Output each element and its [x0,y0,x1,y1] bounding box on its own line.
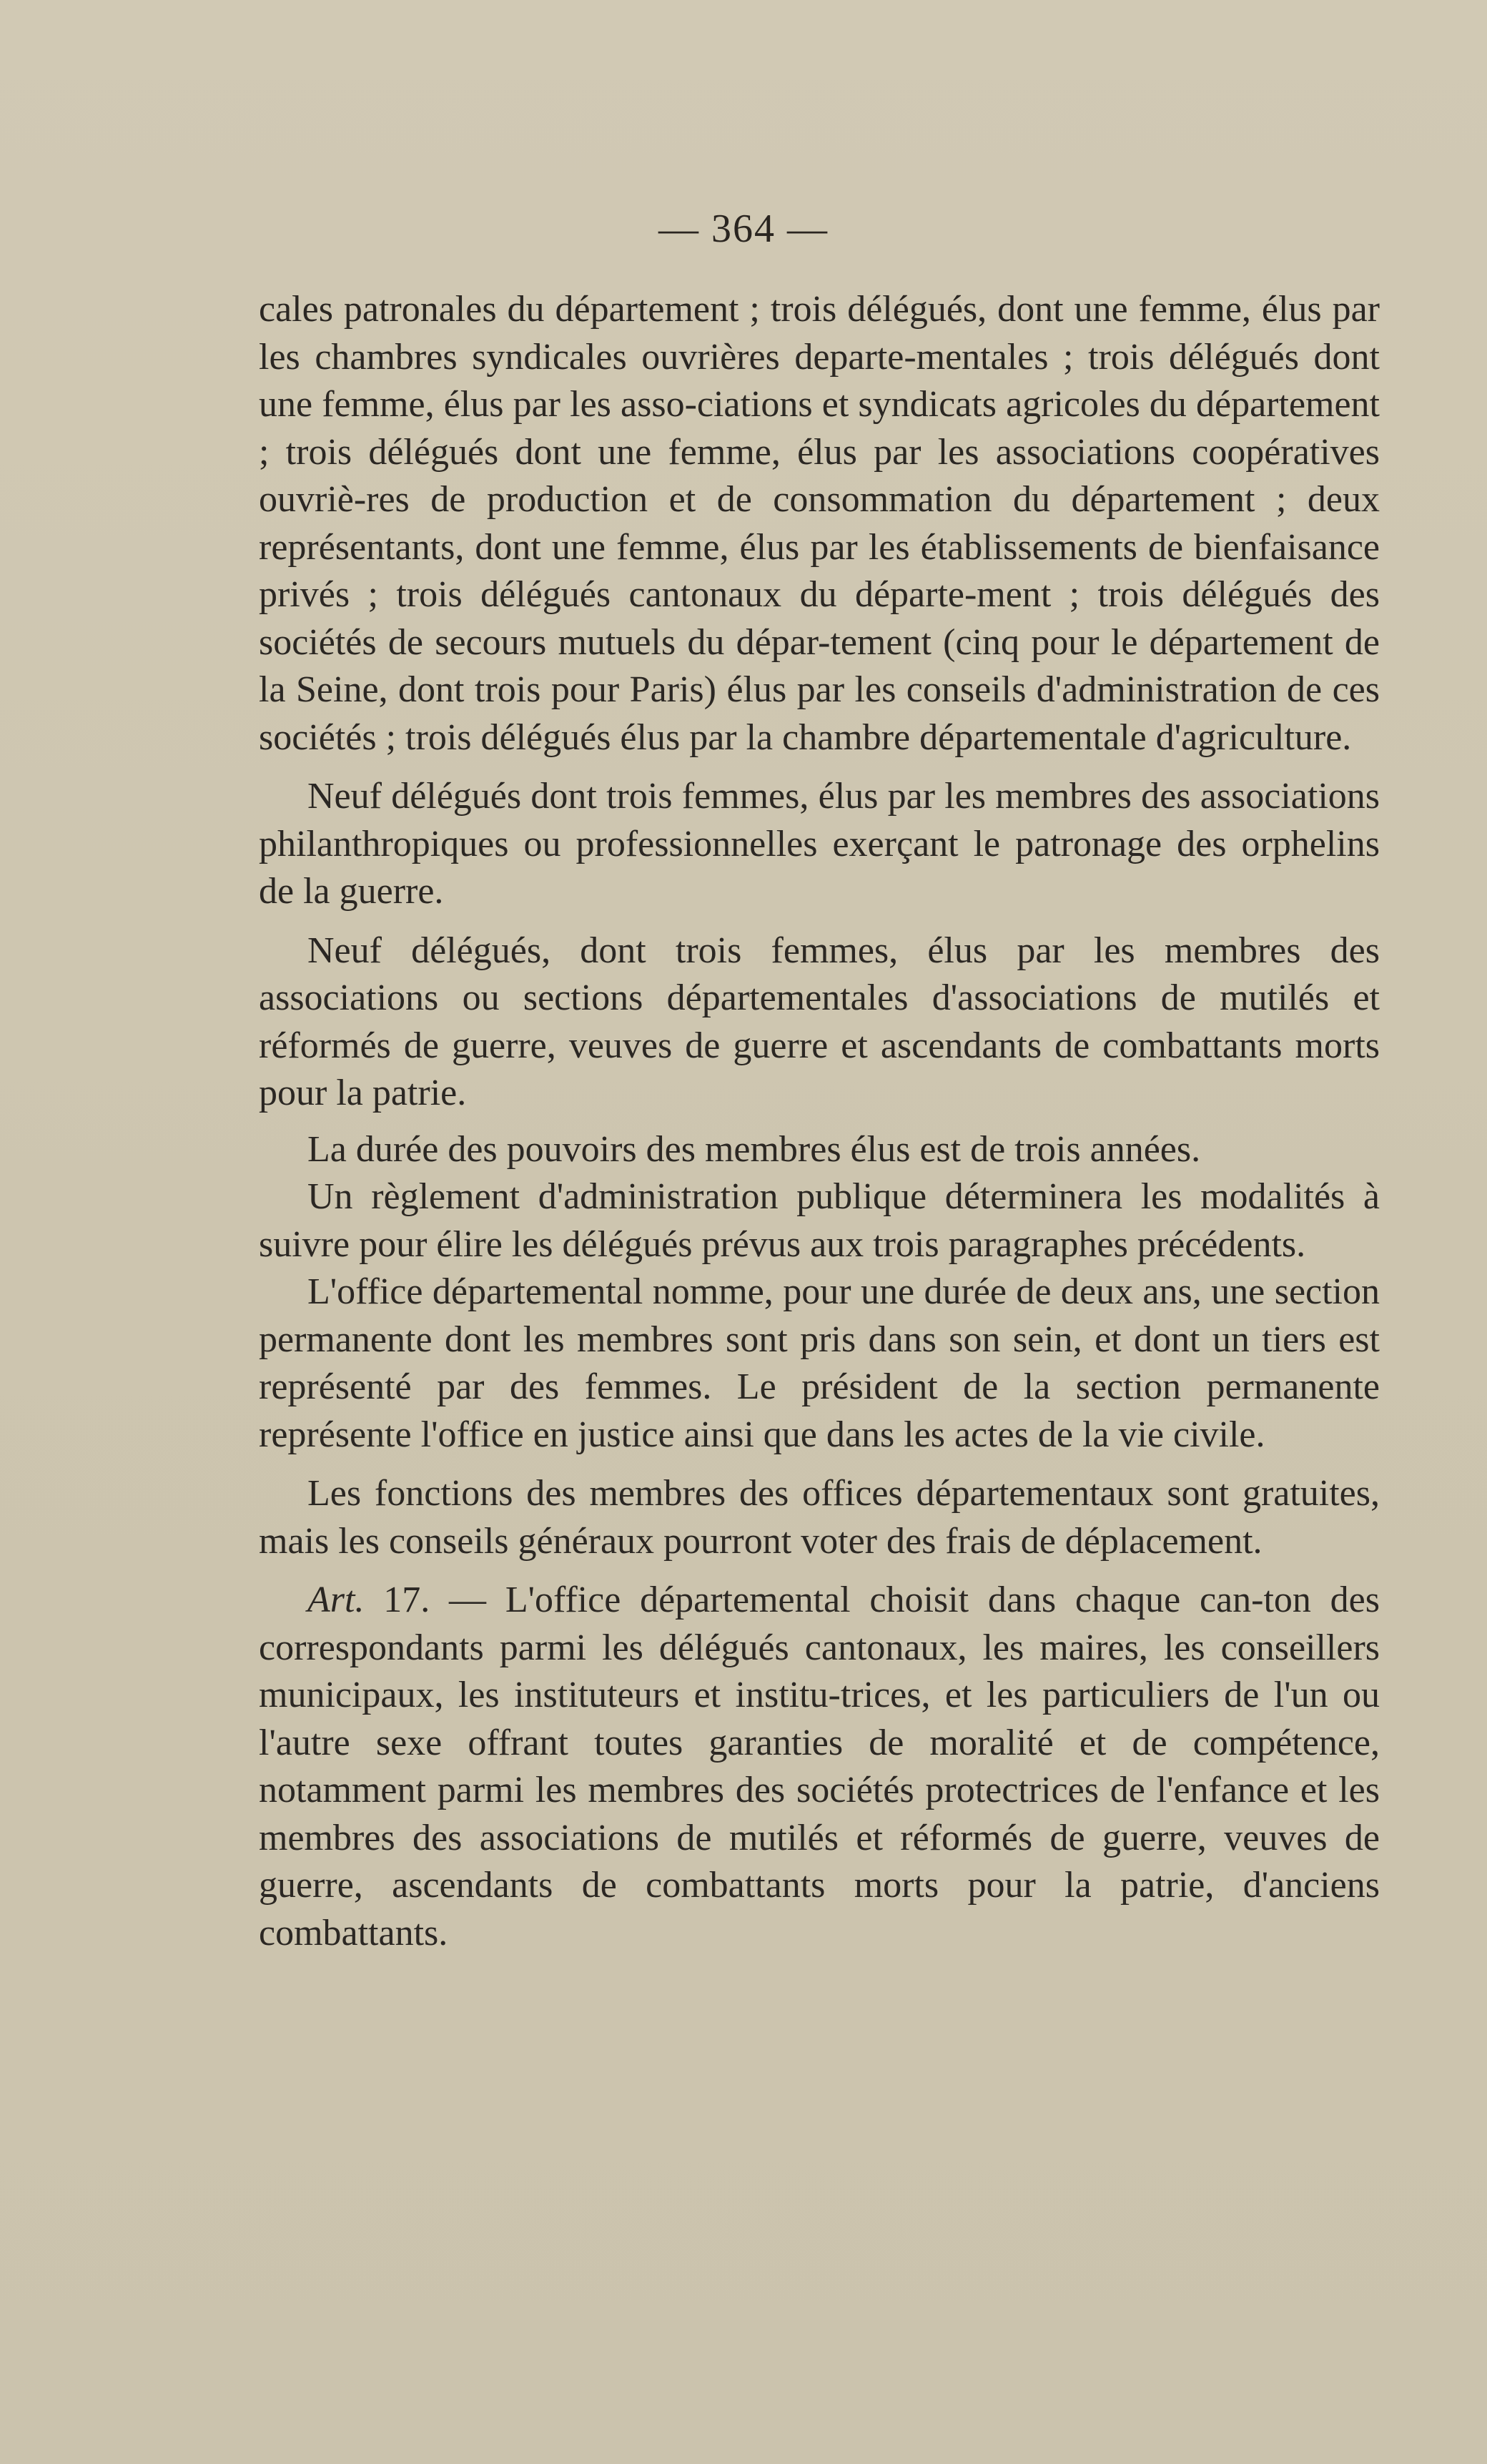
article-17 [259,1577,1380,1957]
paragraph-permanent-section: L'office départemental nomme, pour une durée de deux ans, une section permanente dont les membres sont pris dans son sein, et dont un tiers est représenté par des femmes. Le président de la section permanente représente l'office en justice ainsi que dans les actes de la vie civile. [259,1271,1380,1455]
article-text: L'office départemental choisit dans chaque can-ton des correspondants parmi les délégués cantonaux, les maires, les conseillers municipaux, les instituteurs et institu-trices, et les particuliers de l'un ou l'autre sexe offrant toutes garanties de moralité et de compétence, notamment parmi les membres des sociétés protectrices de l'enfance et les membres des associations de mutilés et réformés de guerre, veuves de guerre, ascendants de combattants morts pour la patrie, d'anciens combattants. [259,1580,1380,1953]
body-text [259,286,1380,1957]
paragraph-term-duration: La durée des pouvoirs des membres élus est de trois années. [307,1128,1201,1170]
article-label: Art. [307,1580,365,1620]
page-number: — 364 — [658,207,829,251]
paragraph-continuation: cales patronales du département ; trois délégués, dont une femme, élus par les chambres syndicales ouvrières departe-mentales ; trois délégués dont une femme, élus par les asso-ciations et syndicats agricoles du département ; trois délégués dont une femme, élus par les associations coopératives ouvriè-res de production et de consommation du département ; deux représentants, dont une femme, élus par les établissements de bienfaisance privés ; trois délégués cantonaux du départe-ment ; trois délégués des sociétés de secours mutuels du dépar-tement (cinq pour le département de la Seine, dont trois pour Paris) élus par les conseils d'administration de ces sociétés ; trois délégués élus par la chambre départementale d'agriculture. [259,289,1380,758]
paragraph-regulation: Un règlement d'administration publique déterminera les modalités à suivre pour élire les délégués prévus aux trois paragraphes précédents. [259,1176,1380,1265]
article-number: 17. — [364,1580,505,1620]
paragraph-mutilated-delegates: Neuf délégués, dont trois femmes, élus par les membres des associations ou sections départementales d'associations de mutilés et réformés de guerre, veuves de guerre et ascendants de combattants morts pour la patrie. [259,930,1380,1113]
paragraph-free-functions: Les fonctions des membres des offices départementaux sont gratuites, mais les conseils généraux pourront voter des frais de déplacement. [259,1473,1380,1562]
paragraph-philanthropic-delegates: Neuf délégués dont trois femmes, élus par les membres des associations philanthropiques ou professionnelles exerçant le patronage des orphelins de la guerre. [259,776,1380,912]
